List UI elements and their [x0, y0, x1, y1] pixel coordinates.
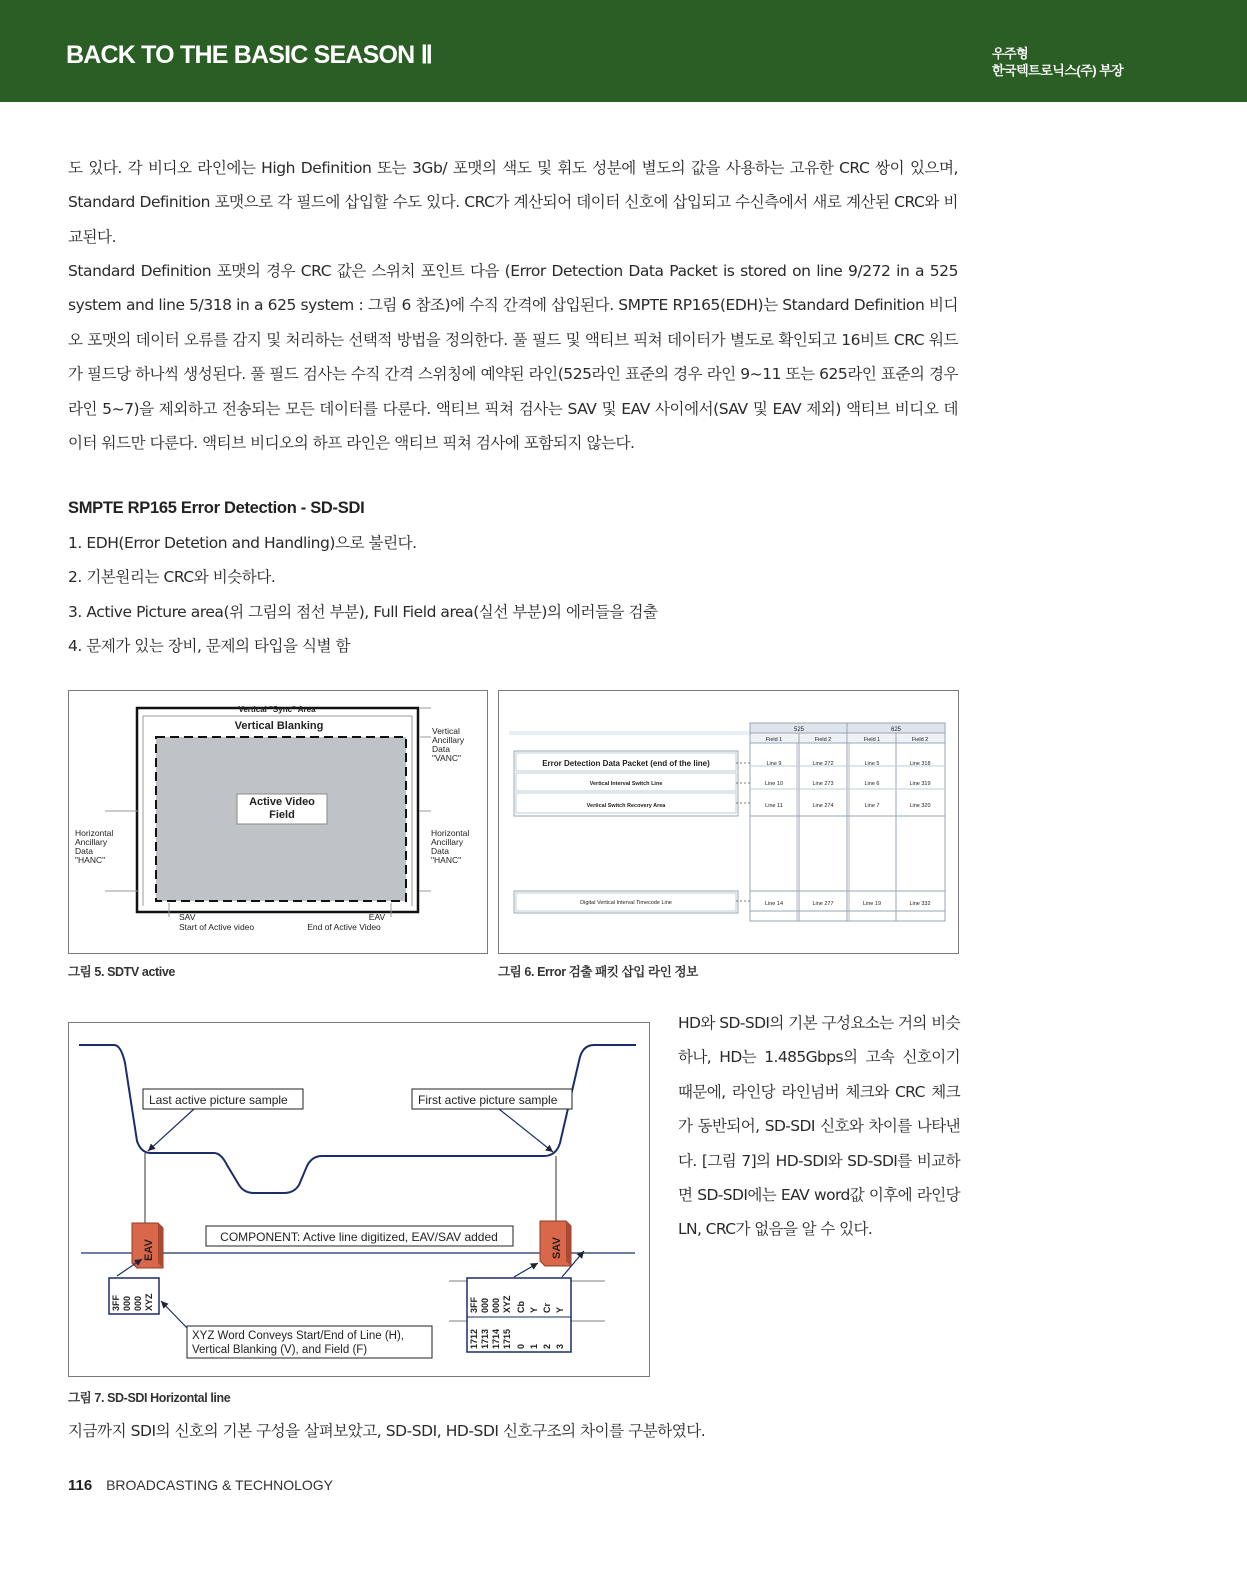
figure-6-error-packet-table	[498, 690, 959, 954]
table-cell: Line 319	[909, 781, 931, 787]
list-item: 2. 기본원리는 CRC와 비슷하다.	[68, 568, 276, 587]
side-paragraph: HD와 SD-SDI의 기본 구성요소는 거의 비슷하나, HD는 1.485Gbps의 고속 신호이기 때문에, 라인당 라인넘버 체크와 CRC 체크가 동반되어, SD-SDI 신호와 차이를 나타낸다. [그림 7]의 HD-SDI와 SD-SDI를 비교하면 SD-SDI에는 EAV word값 이후에 라인당 LN, CRC가 없음을 알 수 있다.	[678, 1014, 960, 1239]
closing-paragraph: 지금까지 SDI의 신호의 기본 구성을 살펴보았고, SD-SDI, HD-SDI 신호구조의 차이를 구분하였다.	[68, 1422, 706, 1440]
sav-index: 1	[529, 1343, 539, 1349]
first-sample-label: First active picture sample	[418, 1093, 558, 1107]
last-sample-label: Last active picture sample	[149, 1093, 288, 1107]
table-cell: Line 6	[864, 781, 880, 787]
active-video-label: Field	[269, 809, 295, 821]
table-cell: Line 10	[764, 781, 784, 787]
table-cell: Line 272	[812, 761, 834, 767]
table-cell: Line 7	[864, 803, 880, 809]
sav-word: Y	[555, 1306, 565, 1313]
page-footer	[68, 1477, 333, 1494]
list-item: 4. 문제가 있는 장비, 문제의 타입을 식별 함	[68, 637, 351, 656]
xyz-note: Vertical Blanking (V), and Field (F)	[192, 1344, 368, 1356]
list-item: 3. Active Picture area(위 그림의 점선 부분), Full Field area(실선 부분)의 에러들을 검출	[68, 602, 658, 621]
eav-word: XYZ	[144, 1293, 154, 1311]
sav-index: 1712	[469, 1328, 479, 1349]
page-header	[0, 0, 1247, 102]
page-number: 116	[68, 1477, 93, 1494]
series-title: BACK TO THE BASIC SEASON Ⅱ	[66, 41, 433, 69]
field-header: Field 1	[765, 737, 783, 743]
magazine-name: BROADCASTING & TECHNOLOGY	[106, 1477, 333, 1493]
sav-word: Cb	[516, 1301, 526, 1313]
table-cell: Line 318	[909, 761, 931, 767]
vanc-label: Data	[432, 744, 450, 754]
sav-word: 000	[480, 1297, 490, 1313]
table-cell: Line 19	[862, 901, 882, 907]
system-header: 625	[890, 727, 902, 733]
sav-index: 1714	[491, 1328, 501, 1349]
table-cell: Line 9	[766, 761, 782, 767]
sav-block-label: SAV	[551, 1237, 563, 1259]
sav-word: Cr	[542, 1302, 552, 1313]
sav-index: 2	[542, 1343, 552, 1349]
row-label: Error Detection Data Packet (end of the line)	[542, 759, 710, 768]
field-header: Field 2	[911, 737, 929, 743]
figure-5-caption: 그림 5. SDTV active	[68, 965, 175, 979]
sav-index: 1713	[480, 1328, 490, 1349]
sav-word: Y	[529, 1306, 539, 1313]
row-label: Digital Vertical Interval Timecode Line	[580, 900, 672, 906]
sav-word: 000	[491, 1297, 501, 1313]
table-cell: Line 11	[765, 803, 783, 809]
list-item: 1. EDH(Error Detetion and Handling)으로 불린다.	[68, 534, 417, 552]
hanc-left-label: Data	[75, 846, 93, 856]
hanc-right-label: "HANC"	[431, 855, 462, 865]
author-name: 우주형	[992, 46, 1029, 61]
eav-word: 000	[122, 1295, 132, 1311]
hanc-right-label: Ancillary	[431, 837, 464, 847]
table-cell: Line 273	[812, 781, 834, 787]
field-header: Field 1	[863, 737, 881, 743]
row-label: Vertical Interval Switch Line	[589, 781, 663, 787]
sav-label: SAV	[179, 912, 196, 922]
table-cell: Line 332	[909, 901, 931, 907]
body-paragraph-2: Standard Definition 포맷의 경우 CRC 값은 스위치 포인트 다음 (Error Detection Data Packet is stored on line 9/272 in a 525 system and line 5/318 in a 625 system : 그림 6 참조)에 수직 간격에 삽입된다. SMPTE RP165(EDH)는 Standard Definition 비디오 포맷의 데이터 오류를 감지 및 처리하는 선택적 방법을 정의한다. 풀 필드 및 액티브 픽쳐 데이터가 별도로 확인되고 16비트 CRC 워드가 필드당 하나씩 생성된다. 풀 필드 검사는 수직 간격 스위칭에 예약된 라인(525라인 표준의 경우 라인 9~11 또는 625라인 표준의 경우 라인 5~7)을 제외하고 전송되는 모든 데이터를 다룬다. 액티브 픽쳐 검사는 SAV 및 EAV 사이에서(SAV 및 EAV 제외) 액티브 비디오 데이터 워드만 다룬다. 액티브 비디오의 하프 라인은 액티브 픽쳐 검사에 포함되지 않는다.	[68, 262, 958, 453]
vertical-blanking-label: Vertical Blanking	[234, 720, 324, 732]
component-label: COMPONENT: Active line digitized, EAV/SAV added	[220, 1230, 498, 1244]
feature-list	[68, 526, 658, 664]
eav-label: EAV	[368, 912, 386, 922]
table-cell: Line 5	[864, 761, 880, 767]
sync-area-label: Vertical "Sync" Area	[238, 705, 316, 714]
row-label: Vertical Switch Recovery Area	[586, 803, 666, 809]
hanc-left-label: "HANC"	[75, 855, 106, 865]
vanc-label: "VANC"	[432, 753, 462, 763]
hanc-left-label: Ancillary	[75, 837, 108, 847]
field-header: Field 2	[814, 737, 832, 743]
sav-index: 0	[516, 1343, 526, 1349]
sav-word: 3FF	[469, 1296, 479, 1313]
table-cell: Line 14	[764, 901, 784, 907]
hanc-left-label: Horizontal	[75, 828, 114, 838]
hanc-right-label: Data	[431, 846, 449, 856]
table-cell: Line 277	[812, 901, 834, 907]
eav-word: 3FF	[111, 1294, 121, 1311]
figure-7-horizontal-line	[68, 1022, 650, 1377]
vanc-label: Vertical	[432, 726, 460, 736]
body-paragraph-1: 도 있다. 각 비디오 라인에는 High Definition 또는 3Gb/ 포맷의 색도 및 휘도 성분에 별도의 값을 사용하는 고유한 CRC 쌍이 있으며, Standard Definition 포맷으로 각 필드에 삽입할 수도 있다. CRC가 계산되어 데이터 신호에 삽입되고 수신측에서 새로 계산된 CRC와 비교된다.	[68, 159, 958, 246]
table-cell: Line 274	[812, 803, 834, 809]
system-header: 525	[793, 727, 805, 733]
author-role: 한국텍트로닉스(주) 부장	[992, 63, 1124, 78]
figure-6-caption: 그림 6. Error 검출 패킷 삽입 라인 정보	[498, 965, 698, 979]
eav-block-label: EAV	[143, 1239, 155, 1261]
figure-7-caption: 그림 7. SD-SDI Horizontal line	[68, 1391, 231, 1405]
sav-index: 3	[555, 1343, 565, 1349]
sav-index: 1715	[502, 1328, 512, 1349]
table-cell: Line 320	[909, 803, 931, 809]
active-video-label: Active Video	[249, 796, 315, 808]
sav-sublabel: Start of Active video	[179, 922, 255, 932]
author-info	[992, 45, 1123, 79]
vanc-label: Ancillary	[432, 735, 465, 745]
figure-5-sdtv-active	[68, 690, 488, 954]
eav-word: 000	[133, 1295, 143, 1311]
sav-word: XYZ	[502, 1295, 512, 1313]
eav-sublabel: End of Active Video	[307, 922, 381, 932]
xyz-note: XYZ Word Conveys Start/End of Line (H),	[192, 1330, 404, 1342]
hanc-right-label: Horizontal	[431, 828, 470, 838]
section-title: SMPTE RP165 Error Detection - SD-SDI	[68, 499, 365, 517]
